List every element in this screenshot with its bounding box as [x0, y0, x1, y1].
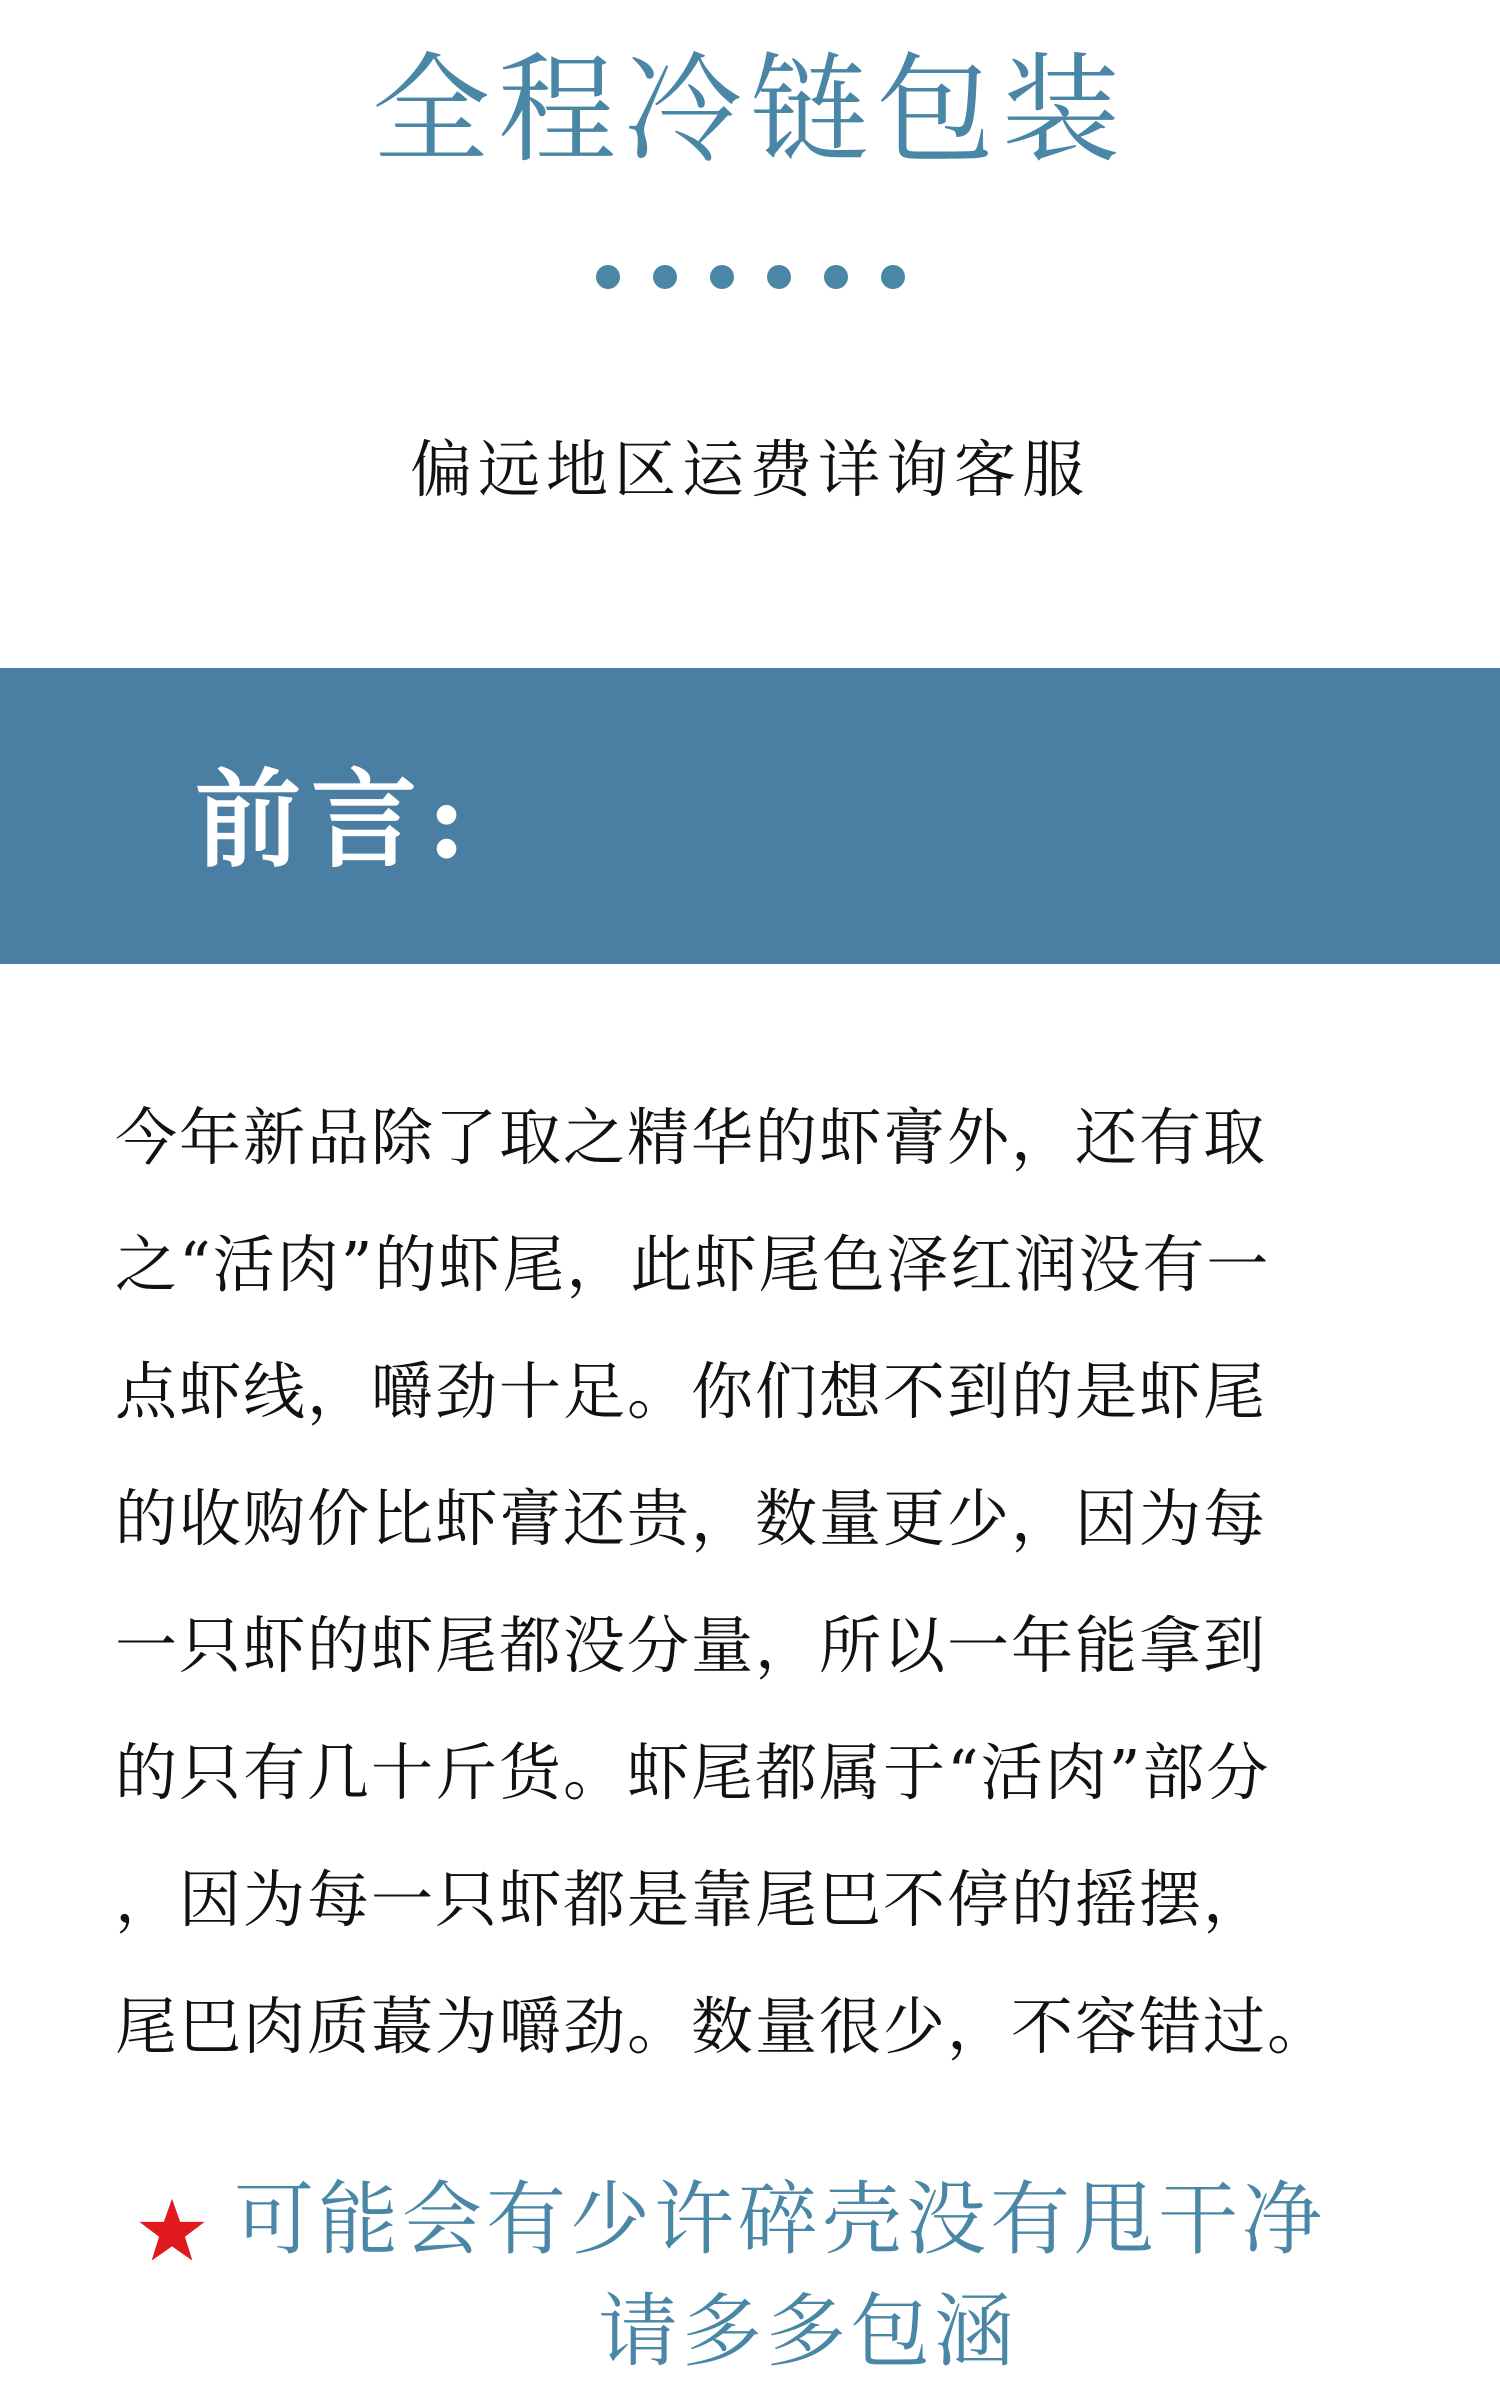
- note-text: 可能会有少许碎壳没有甩干净: [234, 2173, 1326, 2266]
- body-line: 今年新品除了取之精华的虾膏外，还有取: [115, 1101, 1268, 1174]
- section-banner: [0, 668, 1500, 964]
- dot-icon: [653, 265, 677, 289]
- body-line: 的收购价比虾膏还贵，数量更少，因为每: [115, 1482, 1268, 1555]
- shipping-notice: 偏远地区运费详询客服: [409, 433, 1090, 506]
- dot-icon: [824, 265, 848, 289]
- note-text-continued: 请多多包涵: [598, 2285, 1018, 2378]
- body-line: 点虾线，嚼劲十足。你们想不到的是虾尾: [115, 1355, 1268, 1428]
- shell-note: [138, 2170, 1438, 2378]
- page-title: 全程冷链包装: [371, 41, 1128, 179]
- dot-icon: [767, 265, 791, 289]
- body-line: 的只有几十斤货。虾尾都属于“活肉”部分: [115, 1736, 1271, 1809]
- body-line: 之“活肉”的虾尾，此虾尾色泽红润没有一: [115, 1228, 1271, 1301]
- dot-icon: [710, 265, 734, 289]
- star-icon: [138, 2196, 206, 2264]
- dot-icon: [596, 265, 620, 289]
- body-line: 一只虾的虾尾都没分量，所以一年能拿到: [115, 1609, 1268, 1682]
- dot-icon: [881, 265, 905, 289]
- body-line: ，因为每一只虾都是靠尾巴不停的摇摆，: [115, 1863, 1268, 1936]
- decorative-dots: [0, 265, 1500, 289]
- banner-title: 前言:: [195, 757, 477, 882]
- preface-body: [115, 1074, 1405, 2090]
- body-line: 尾巴肉质蕞为嚼劲。数量很少，不容错过。: [115, 1990, 1332, 2063]
